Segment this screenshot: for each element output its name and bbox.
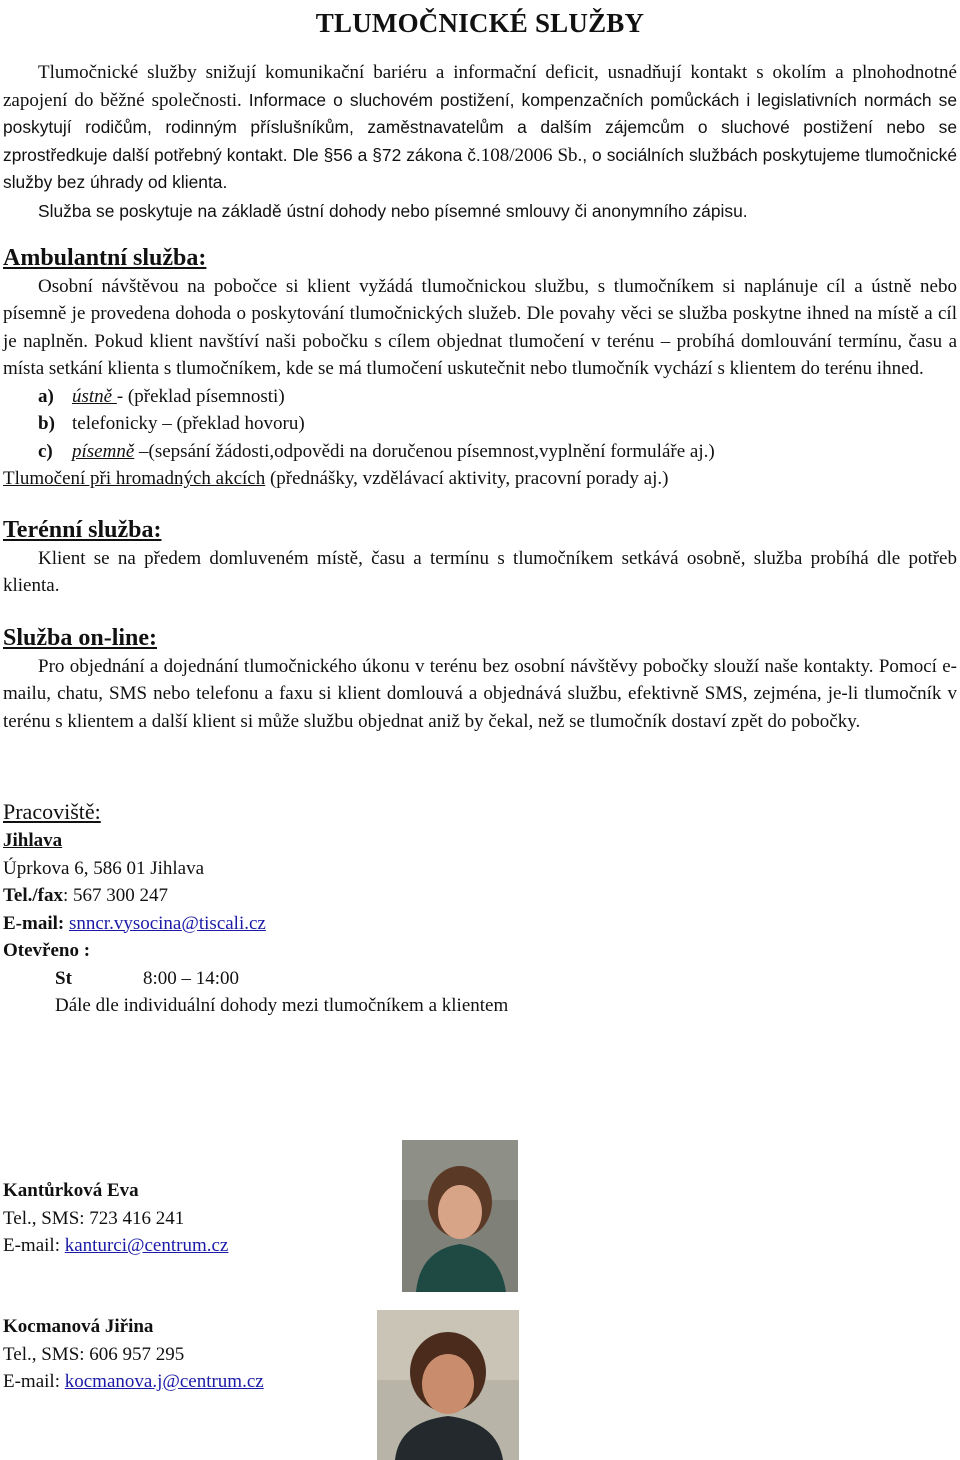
portrait-photo-icon [377,1310,519,1460]
online-paragraph: Pro objednání a dojednání tlumočnického úkonu v terénu bez osobní návštěvy pobočky slouží naše kontakty. Pomocí e-mailu, chatu, SMS nebo telefonu a faxu si klient domlouvá a objednává službu, efektivně SMS, zejména, je-li tlumočník v terénu s klientem a další klient si může službu objednat aniž by čekal, než se tlumočník dostaví zpět do pobočky. [3,655,957,732]
phone-label: Tel./fax [3,885,63,906]
workplace-email-link[interactable]: snncr.vysocina@tiscali.cz [68,912,266,934]
item-desc: - (překlad písemnosti) [116,385,285,407]
workplace-block [0,797,960,1020]
contact-card-1 [0,1177,228,1260]
workplace-heading: Pracoviště: [3,799,101,824]
contact-name: Kocmanová Jiřina [3,1316,154,1337]
contact-email-label: E-mail: [3,1371,65,1392]
workplace-email [3,910,960,938]
opening-hours-note: Dále dle individuální dohody mezi tlumočníkem a klientem [55,995,509,1016]
intro-law-number: 108/2006 Sb. [480,144,583,166]
opening-hours: 8:00 – 14:00 [143,967,240,989]
ambulant-item-b [0,410,960,438]
mass-events-label: Tlumočení při hromadných akcích [3,468,266,489]
email-label: E-mail: [3,912,65,934]
item-letter: b) [38,413,55,434]
mass-events-desc: (přednášky, vzdělávací aktivity, pracovní porady aj.) [265,468,669,489]
intro-text-1: Tlumočnické služby snižují komunikační bariéru a informační deficit, usnadňují kontakt s okolím a plnohodnotné zapojení do běžné společnosti. [3,62,957,111]
opening-day: St [55,967,72,989]
intro-paragraph-2: Služba se poskytuje na základě ústní dohody nebo písemné smlouvy či anonymního zápisu. [38,200,748,221]
item-letter: a) [38,385,54,407]
opening-hours-row [3,965,960,993]
portrait-photo-icon [402,1140,518,1292]
contact-card-2 [0,1313,264,1396]
item-letter: c) [38,440,53,462]
item-label: telefonicky [72,413,158,434]
contact-email-label: E-mail: [3,1235,65,1256]
contact-phone: Tel., SMS: 606 957 295 [3,1343,185,1365]
workplace-address: Úprkova 6, 586 01 Jihlava [3,857,205,879]
intro-text-2: Informace o sluchovém postižení, kompenzačních pomůckách i legislativních normách se poskytují rodičům, rodinným příslušníkům, zaměstnavatelům a dalším zájemcům o sluchové postižení nebo se zprostředkuje další potřebný kontakt. Dle §56 a §72 zákona č. [3,89,957,165]
mass-events-line [0,465,960,493]
portrait-photo-2 [377,1310,519,1460]
contact-phone: Tel., SMS: 723 416 241 [3,1207,185,1229]
contact-name: Kantůrková Eva [3,1180,139,1201]
portrait-photo-1 [402,1140,518,1292]
item-label: ústně [72,385,117,407]
workplace-city: Jihlava [3,830,63,851]
contact-email-link[interactable]: kanturci@centrum.cz [64,1235,229,1256]
ambulant-item-a [0,383,960,411]
item-label: písemně [72,440,135,462]
field-paragraph: Klient se na předem domluveném místě, času a termínu s tlumočníkem setkává osobně, služba probíhá dle potřeb klienta. [3,547,957,596]
contact-email-link[interactable]: kocmanova.j@centrum.cz [64,1371,264,1392]
intro-text-3: , o sociálních službách poskytujeme tlumočnické služby bez úhrady od klienta. [3,144,957,192]
contact-email [3,1232,228,1260]
page-title: TLUMOČNICKÉ SLUŽBY [315,8,645,38]
contact-email [3,1368,264,1396]
field-heading: Terénní služba: [3,516,162,543]
opening-hours-label: Otevřeno : [3,940,91,961]
online-heading: Služba on-line: [3,624,158,651]
intro-paragraph [0,59,960,197]
ambulant-item-c [0,438,960,466]
ambulant-heading: Ambulantní služba: [3,244,207,271]
phone-value: : 567 300 247 [63,885,169,906]
ambulant-paragraph: Osobní návštěvou na pobočce si klient vyžádá tlumočnickou službu, s tlumočníkem si naplánuje cíl a ústně nebo písemně je provedena dohoda o poskytování tlumočnických služeb. Dle povahy věci se služba poskytne ihned na místě a cíl je naplněn. Pokud klient navštíví naši pobočku s cílem objednat tlumočení v terénu – probíhá domlouvání termínu, času a místa setkání klienta s tlumočníkem, kde se má tlumočení uskutečnit nebo tlumočník vychází s klientem do terénu ihned. [3,275,957,379]
item-desc: –(sepsání žádosti,odpovědi na doručenou písemnost,vyplnění formuláře aj.) [134,440,715,462]
item-desc: – (překlad hovoru) [157,413,305,434]
workplace-phone [3,882,960,910]
